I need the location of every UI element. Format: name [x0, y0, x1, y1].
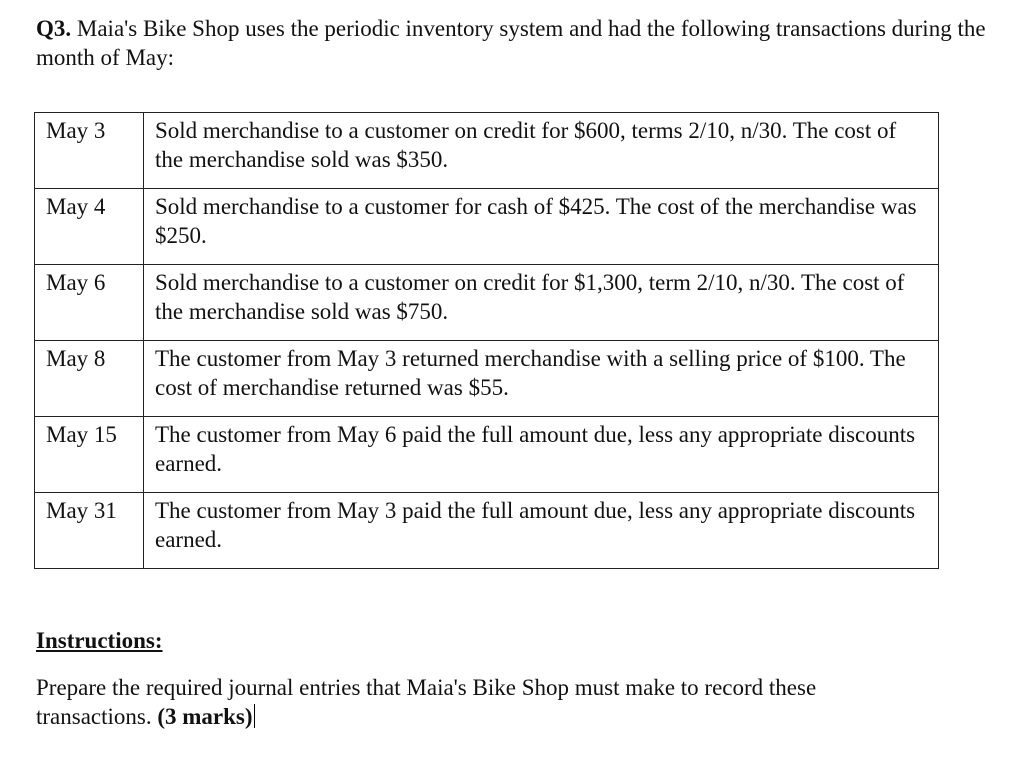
instructions-text: Prepare the required journal entries that Maia's Bike Shop must make to record these transactions. [36, 675, 817, 729]
table-row [35, 265, 939, 341]
question-text: Maia's Bike Shop uses the periodic inventory system and had the following transactions during the month of May: [36, 16, 986, 70]
text-cursor [254, 704, 255, 728]
table-row [35, 113, 939, 189]
transactions-table [34, 112, 939, 569]
question-number: Q3. [36, 16, 72, 41]
transaction-date: May 8 [35, 341, 144, 417]
transaction-date: May 3 [35, 113, 144, 189]
transaction-date: May 31 [35, 493, 144, 569]
table-row [35, 341, 939, 417]
instructions-heading: Instructions: [36, 628, 163, 653]
instructions-paragraph[interactable] [36, 673, 936, 731]
table-row [35, 417, 939, 493]
transactions-table-body [35, 113, 939, 569]
transaction-description: Sold merchandise to a customer on credit for $1,300, term 2/10, n/30. The cost of the merchandise sold was $750. [144, 265, 939, 341]
transaction-description: Sold merchandise to a customer on credit for $600, terms 2/10, n/30. The cost of the merchandise sold was $350. [144, 113, 939, 189]
instructions-marks: (3 marks) [157, 704, 253, 729]
transaction-date: May 6 [35, 265, 144, 341]
transaction-description: Sold merchandise to a customer for cash of $425. The cost of the merchandise was $250. [144, 189, 939, 265]
transaction-description: The customer from May 3 paid the full amount due, less any appropriate discounts earned. [144, 493, 939, 569]
transaction-description: The customer from May 3 returned merchandise with a selling price of $100. The cost of merchandise returned was $55. [144, 341, 939, 417]
transaction-date: May 4 [35, 189, 144, 265]
table-row [35, 493, 939, 569]
table-row [35, 189, 939, 265]
transaction-date: May 15 [35, 417, 144, 493]
question-paragraph [36, 14, 996, 72]
transaction-description: The customer from May 6 paid the full amount due, less any appropriate discounts earned. [144, 417, 939, 493]
